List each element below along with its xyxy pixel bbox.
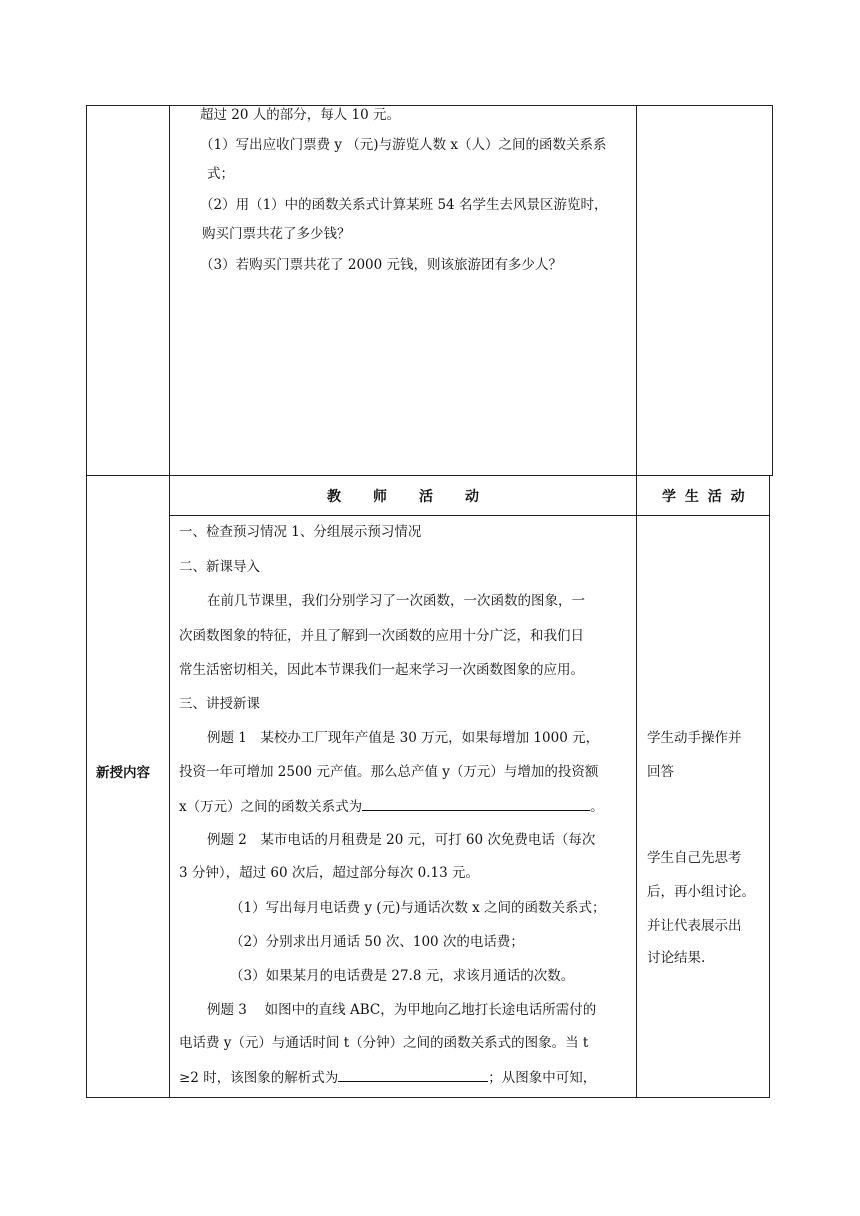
- example-line: 例题 3 如图中的直线 ABC，为甲地向乙地打长途电话所需付的: [207, 1002, 597, 1018]
- student-note-line: 回答: [647, 764, 674, 780]
- sub-question: （1）写出每月电话费 y (元)与通话次数 x 之间的函数关系式；: [230, 900, 606, 916]
- student-note-line: 讨论结果.: [647, 950, 706, 966]
- example-line-with-blank: [179, 796, 604, 817]
- header-char: 师: [373, 489, 387, 505]
- top-border: [86, 105, 773, 106]
- paragraph-line: 在前几节课里，我们分别学习了一次函数，一次函数的图象，一: [207, 593, 585, 609]
- text-line: （1）写出应收门票费 y （元)与游览人数 x（人）之间的函数关系系: [200, 137, 607, 153]
- example-text: 。: [590, 799, 604, 815]
- example-line-with-blank: [179, 1067, 596, 1088]
- example-text: ≥2 时，该图象的解析式为: [179, 1070, 339, 1086]
- text-line: （3）若购买门票共花了 2000 元钱，则该旅游团有多少人？: [200, 257, 563, 273]
- text-line: （2）用（1）中的函数关系式计算某班 54 名学生去风景区游览时，: [200, 197, 608, 213]
- col2-border: [636, 105, 637, 1098]
- section-heading: 二、新课导入: [179, 559, 260, 575]
- example-line: 电话费 y（元）与通话时间 t（分钟）之间的函数关系式的图象。当 t: [179, 1035, 589, 1051]
- section-heading: 三、讲授新课: [179, 696, 260, 712]
- student-note-line: 并让代表展示出: [647, 918, 742, 934]
- student-note-line: 学生动手操作并: [647, 730, 742, 746]
- text-line: 超过 20 人的部分，每人 10 元。: [200, 107, 401, 123]
- example-line: 3 分钟），超过 60 次后，超过部分每次 0.13 元。: [179, 865, 480, 881]
- student-note-line: 后，再小组讨论。: [647, 884, 755, 900]
- paragraph-line: 次函数图象的特征，并且了解到一次函数的应用十分广泛，和我们日: [179, 628, 584, 644]
- answer-blank[interactable]: [338, 1067, 488, 1082]
- example-text: ；从图象中可知，: [488, 1070, 597, 1086]
- header-char: 活: [419, 489, 433, 505]
- sub-question: （2）分别求出月通话 50 次、100 次的电话费；: [230, 934, 524, 950]
- student-activity-header: 学 生 活 动: [662, 489, 747, 505]
- section-heading: 一、检查预习情况 1、分组展示预习情况: [179, 524, 422, 540]
- example-line: 例题 2 某市电话的月租费是 20 元，可打 60 次免费电话（每次: [207, 832, 596, 848]
- answer-blank[interactable]: [362, 796, 590, 811]
- section-divider: [86, 475, 773, 476]
- header-divider: [169, 515, 770, 516]
- col1-border: [169, 105, 170, 1098]
- right-border-bottom: [769, 475, 770, 1098]
- example-text: x（万元）之间的函数关系式为: [179, 799, 363, 815]
- sub-question: （3）如果某月的电话费是 27.8 元，求该月通话的次数。: [230, 968, 575, 984]
- row-label: 新授内容: [96, 765, 150, 781]
- student-note-line: 学生自己先思考: [647, 850, 742, 866]
- bottom-border: [86, 1097, 770, 1098]
- paragraph-line: 常生活密切相关，因此本节课我们一起来学习一次函数图象的应用。: [179, 662, 584, 678]
- header-char: 教: [327, 489, 341, 505]
- header-char: 动: [465, 489, 479, 505]
- text-line: 购买门票共花了多少钱？: [202, 226, 351, 242]
- example-line: 例题 1 某校办工厂现年产值是 30 万元，如果每增加 1000 元，: [207, 730, 600, 746]
- right-border-top: [772, 105, 773, 475]
- text-line: 式；: [207, 166, 234, 182]
- left-border: [86, 105, 87, 1098]
- example-line: 投资一年可增加 2500 元产值。那么总产值 y（万元）与增加的投资额: [179, 764, 599, 780]
